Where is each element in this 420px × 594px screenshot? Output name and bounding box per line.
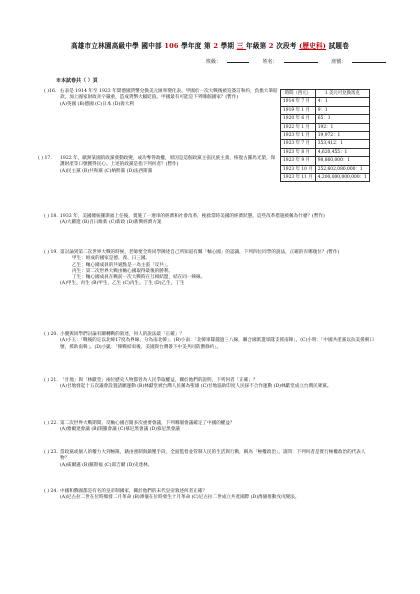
question-options: (A)甲生、丙生 (B)甲生、乙生 (C)丙生、丁生 (D)乙生、丁生 [60,281,185,287]
table-row [281,98,370,106]
grade-suffix: 年級第 [246,42,267,50]
table-cell-rate: 252,602,080,000：1 [315,165,369,173]
term-number: 2 [213,42,219,50]
table-row [281,140,370,148]
name-field[interactable] [284,62,318,63]
term-suffix: 學期 [220,42,235,50]
table-row [281,148,370,156]
table-cell-time: 1919 年 1 月 [281,106,316,114]
paper-label: 試題卷 [328,42,350,50]
table-cell-rate: 4,620,455：1 [315,148,369,156]
table-cell-rate: 19,972：1 [315,132,369,140]
table-cell-time: 1914 年 7 月 [281,98,316,106]
table-cell-time: 1923 年 7 月 [281,140,316,148]
table-cell-rate: 65：1 [315,115,369,123]
table-cell-rate: 192：1 [315,123,369,131]
table-row [281,115,370,123]
answer-blank[interactable]: ( ) 18. [44,214,58,219]
class-label: 班級： [206,59,222,65]
question-statement: 丁生：軸心國成員在戰前一次大戰時在互相結盟，結在同一陣線。 [72,275,206,281]
table-row [281,157,370,165]
answer-blank[interactable]: ( ) 22. [44,421,58,426]
table-cell-time: 1923 年 8 月 [281,148,316,156]
table-cell-rate: 98,860,000：1 [315,157,369,165]
question-options: (A)民主黨 (B)共和黨 (C)納粹黨 (D)法西斯黨 [60,168,153,174]
question-options: (A)英國 (B)德國 (C)日本 (D)義大利 [60,101,134,107]
question-text: 小優與同學們討論有關轉戰的敘述，何人的說法最「正確」？ [60,332,185,337]
exam-number: 2 [268,42,274,50]
table-cell-time: 1923 年 9 月 [281,157,316,165]
table-cell-time: 1923 年 1 月 [281,132,316,140]
student-info [206,59,398,65]
question-options: (A)甘地發起十五次議會設置請願運動 (B)林獻堂被台灣人民稱為聖雄 (C)甘地協助印度人民採不合作運動 (D)林獻堂成立台灣民眾黨。 [60,384,332,390]
question-options: (A)尼古拉二世在位時爆發二月革命 (B)溥儀在位時發生十月革命 (C)尼古拉二世成立共產國際 (D)溥儀推動戊戌變法。 [60,495,300,501]
table-row [281,174,370,182]
school-year: 106 [164,42,179,50]
question-text: 右表是 1914 年至 1923 年間德國貨幣兌換美元匯率變化表。甲國於一次大戰後被迫簽訂和約，負擔大筆賠款，加上國家財政赤字嚴重，造成貨幣大幅貶值。甲國最有可能是下列哪個國家？(暫作) [60,89,278,101]
answer-blank[interactable]: ( )16. [44,89,57,94]
table-cell-rate: 353,412：1 [315,140,369,148]
class-field[interactable] [227,62,249,63]
exam-suffix: 次段考 [276,42,297,50]
question-text: 1933 年，美國總統羅斯福上任後，實施了一連串的經濟和社會改革，挽救當時美國的經濟狀態。這些改革措施被稱為什麼？(暫作) [60,214,325,219]
table-row [281,106,370,114]
table-cell-time: 1923 年 11 月 [281,174,316,182]
question-options: (A)威爾遜 (B)羅斯福 (C)邱吉爾 (D)史達林。 [60,462,153,468]
table-row [281,123,370,131]
answer-blank[interactable]: ( ) 20. [44,332,58,337]
table-cell-rate: 4：1 [315,98,369,106]
table-cell-rate: 4,200,000,000,000：1 [315,174,369,182]
exam-title [0,43,420,49]
exchange-rate-table [280,89,370,182]
question-statement: 甲生：組成的國家是德、義、日三國。 [72,256,151,262]
name-label: 姓名： [262,59,278,65]
grade-blank: 三 [236,42,247,50]
table-cell-time: 1922 年 1 月 [281,123,316,131]
table-header-rate: 1 美元可兌換馬克 [315,90,369,98]
answer-blank[interactable]: ( ) 17. [38,156,52,161]
subject-name: (歷史科) [299,42,327,50]
question-text: 當政黨或個人的權力大到極限，藉由強制與鎮壓手段，全面監督並管制人民的生活與行動，稱為「極權政治」。請問：下列何者是實行極權政治的代表人物？ [60,450,366,462]
answer-blank[interactable]: ( ) 23. [44,450,58,455]
section-heading: ※本試卷共（ ）頁 [56,78,98,84]
answer-blank[interactable]: ( ) 21. [44,378,58,383]
answer-blank[interactable]: ( ) 24. [44,489,58,494]
term-prefix: 學年度 第 [181,42,211,50]
table-header-time: 時間（西元） [281,90,316,98]
table-row [281,165,370,173]
question-text: 1922 年，歐洲某國的政黨發動政變，成功奪得政權，原因是這個政黨主張民族主義，恢復古羅馬光榮，保護財產等口號獲得民心。上述的政黨是指下列何者？(暫作) [60,156,276,168]
table-cell-rate: 9：1 [315,106,369,114]
question-text: 「甘地」與「林獻堂」兩位歷史人物都曾為人民爭取權益，關於他們的說明，下列何者「正確」？ [60,378,258,383]
school-name: 高雄市立林園高級中學 國中部 [70,42,162,50]
table-header-row [281,90,370,98]
table-cell-time: 1923 年 10 月 [281,165,316,173]
table-cell-time: 1920 年 6 月 [281,115,316,123]
question-statement: 乙生：軸心國成員的共通點是一為主張「反共」。 [72,262,171,268]
question-text: 第二次世界大戰期間，反軸心國召開多次重要會議，下列哪個會議確定了中國的權益？ [60,421,235,426]
answer-blank[interactable]: ( ) 19. [44,250,58,255]
question-options: (A)雅爾達會議 (B)開羅會議 (C)慕尼黑會議 (D)慕尼黑會議 [60,427,180,433]
seat-field[interactable] [352,62,386,63]
seat-label: 座號： [331,59,347,65]
table-row [281,132,370,140]
question-text: 第討論到第二次世界大戰的時候，老師要全班同學陳述自己所知道有關「軸心國」的認識，下列四位同學的說法，正確的有哪幾位？(暫作) [60,250,340,255]
question-text: 中國和俄國都是有名的皇帝制國家，關於他們的末代皇帝敘述何者正確？ [60,489,208,494]
question-options: (A)大躍進 (B)百日維新 (C)新政 (D)新興經濟方案 [60,220,162,226]
question-options: (A)小玉：「戰後的定以北緯17度為界線，分為南北韓」。(B)小南：「北韓軍隊越過三八線，聯合國派遣軍隊支援南韓」。(C)小明：「中國共產黨以抗美援朝口號，援助南韓」。(D)小凱：「韓戰結束後，美國與台灣簽下中美共同防禦條約」。 [60,338,374,350]
question-statement: 丙生：第二次世界大戰由軸心國取得最後的勝利。 [72,268,174,274]
